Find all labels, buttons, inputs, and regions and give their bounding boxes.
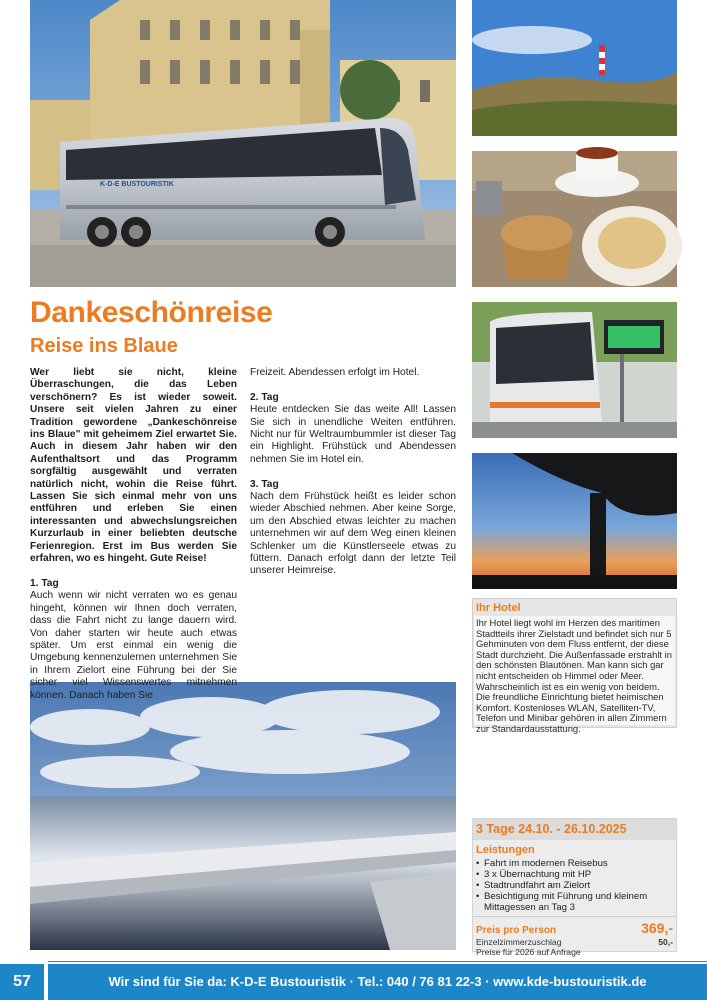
bus-brand-label: K-D-E BUSTOURISTIK	[100, 181, 174, 188]
offer-dates: 3 Tage 24.10. - 26.10.2025	[473, 819, 676, 840]
day-2-text: Heute entdecken Sie das weite All! Lassen Sie sich in unendliche Weiten entführen. Nicht nur für Weltraumbummler ist dieser Tag ein Highlight. Frühstück und Abendessen nehmen Sie im Hotel ein.	[250, 404, 456, 465]
single-supplement-label: Einzelzimmerzuschlag	[476, 937, 562, 947]
day-3-heading: 3. Tag	[250, 478, 279, 490]
single-supplement-row	[473, 936, 676, 947]
text-column-1	[30, 367, 237, 702]
hotel-heading: Ihr Hotel	[476, 602, 521, 614]
day-3-text: Nach dem Frühstück heißt es leider schon wieder Abschied nehmen. Aber keine Sorge, um den Abschied etwas leichter zu machen unternehmen wir auf dem Weg einen kleinen Schlenker um die Künstlerseele etwas zu füttern. Danach erfolgt dann der letzte Teil unserer Heimreise.	[250, 491, 456, 577]
day-1-continuation: Freizeit. Abendessen erfolgt im Hotel.	[250, 367, 420, 378]
single-supplement-value: 50,-	[658, 937, 673, 947]
page-number: 57	[0, 964, 44, 1000]
bus-stop-photo	[472, 302, 677, 438]
page-footer	[0, 964, 707, 1000]
day-1-text: Auch wenn wir nicht verraten wo es genau hingeht, können wir Ihnen doch verraten, dass die Fahrt nicht zu lange dauern wird. Von daher starten wir heute auch etwas später. Um erst einmal ein wenig die Umgebung kennenzulernen unternehmen Sie in Ihrem Zielort eine Führung bei der Sie sicher viel Wissenswertes mitnehmen können. Danach haben Sie	[30, 590, 237, 701]
price-value: 369,-	[641, 920, 673, 936]
price-row	[473, 916, 676, 936]
article-subtitle: Reise ins Blaue	[30, 335, 178, 357]
hotel-info-box	[472, 598, 677, 734]
article-title: Dankeschönreise	[30, 296, 273, 329]
lighthouse-photo	[472, 0, 677, 136]
day-2-heading: 2. Tag	[250, 391, 279, 403]
coffee-photo	[472, 151, 677, 287]
sunset-tree-photo	[472, 453, 677, 589]
offer-box	[472, 818, 677, 957]
bus-photo	[30, 0, 456, 287]
service-item: • Fahrt im modernen Reisebus	[476, 858, 673, 869]
service-item: • Stadtrundfahrt am Zielort	[476, 880, 673, 891]
price-note: Preise für 2026 auf Anfrage	[476, 947, 581, 957]
footer-contact: Wir sind für Sie da: K-D-E Bustouristik · Tel.: 040 / 76 81 22-3 · www.kde-bustouristik.de	[48, 964, 707, 1000]
services-heading: Leistungen	[476, 844, 535, 856]
hotel-text: Ihr Hotel liegt wohl im Herzen des maritimen Stadtteils ihrer Zielstadt und befindet sich nur 5 Gehminuten von dem Fluss entfernt, der diese Stadt durchzieht. Die Außenfassade erstrahlt in den schönsten Blautönen. Man kann sich gar nicht entscheiden ob Himmel oder Meer. Wahrscheinlich ist es ein wenig von beidem. Die freundliche Einrichtung bietet heimischen Komfort. Kostenloses WLAN, Satelliten-TV, Telefon und Minibar gehören in allen Zimmern zur Standardausstattung.	[474, 616, 675, 725]
service-item: • Besichtigung mit Führung und kleinem Mittagessen an Tag 3	[476, 891, 673, 913]
service-item: • 3 x Übernachtung mit HP	[476, 869, 673, 880]
intro-paragraph: Wer liebt sie nicht, kleine Überraschungen, die das Leben verschönern? Es ist wieder soweit. Unsere seit vielen Jahren zu einer Tradition gewordene „Dankeschönreise ins Blaue" mit geheimem Ziel erwartet Sie. Auch in diesem Jahr haben wir den Aufenthaltsort und das Programm sorgfältig ausgewählt und verraten natürlich nicht, wohin die Reise führt. Lassen Sie sich einmal mehr von uns entführen und erleben Sie einen interessanten und abwechslungsreichen Kurzurlaub in einer beliebten deutsche Ferienregion. Erst im Bus werden Sie erfahren, wo es hingeht. Gute Reise!	[30, 367, 237, 565]
sea-view-photo	[30, 682, 456, 950]
price-label: Preis pro Person	[476, 925, 557, 936]
day-1-heading: 1. Tag	[30, 577, 59, 589]
text-column-2	[250, 367, 456, 578]
services-list	[473, 858, 676, 913]
